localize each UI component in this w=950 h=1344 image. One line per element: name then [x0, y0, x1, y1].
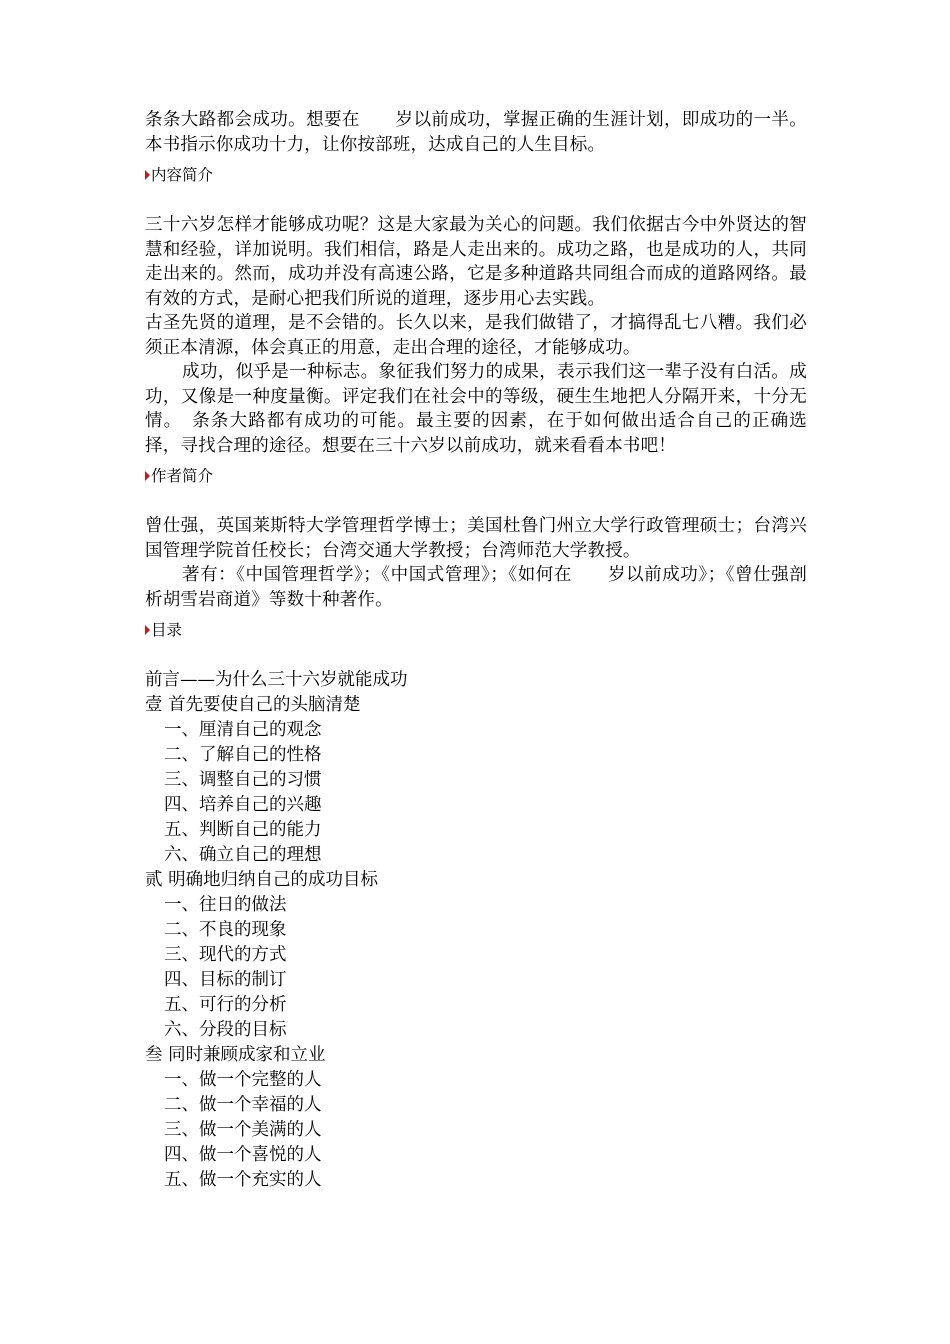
toc-item[interactable]: 二、做一个幸福的人	[164, 1095, 322, 1115]
section-heading-label: 内容简介	[151, 166, 214, 184]
toc-item[interactable]: 一、往日的做法	[164, 895, 287, 915]
section-heading-toc	[145, 620, 807, 640]
toc-item[interactable]: 五、判断自己的能力	[164, 820, 322, 840]
author-paragraph-1: 曾仕强，英国莱斯特大学管理哲学博士；美国杜鲁门州立大学行政管理硕士；台湾兴国管理学院首任校长；台湾交通大学教授；台湾师范大学教授。	[145, 516, 807, 561]
section-heading-author	[145, 466, 807, 486]
toc-item[interactable]: 二、不良的现象	[164, 920, 287, 940]
summary-paragraph-1: 三十六岁怎样才能够成功呢？这是大家最为关心的问题。我们依据古今中外贤达的智慧和经验，详加说明。我们相信，路是人走出来的。成功之路，也是成功的人，共同走出来的。然而，成功并没有高速公路，它是多种道路共同组合而成的道路网络。最有效的方式，是耐心把我们所说的道理，逐步用心去实践。	[145, 215, 807, 309]
toc-item[interactable]: 叁 同时兼顾成家和立业	[145, 1045, 326, 1065]
section-heading-label: 作者简介	[151, 467, 214, 485]
toc-item[interactable]: 一、厘清自己的观念	[164, 720, 322, 740]
toc-item[interactable]: 六、确立自己的理想	[164, 845, 322, 865]
intro-paragraph: 条条大路都会成功。想要在 岁以前成功，掌握正确的生涯计划，即成功的一半。本书指示你成功十力，让你按部班，达成自己的人生目标。	[145, 110, 807, 155]
toc-item[interactable]: 六、分段的目标	[164, 1020, 287, 1040]
triangle-marker-icon	[145, 625, 150, 635]
section-heading-summary	[145, 165, 807, 185]
toc-item[interactable]: 五、可行的分析	[164, 995, 287, 1015]
toc-item[interactable]: 前言——为什么三十六岁就能成功	[145, 670, 408, 690]
toc-item[interactable]: 四、做一个喜悦的人	[164, 1145, 322, 1165]
author-paragraph-2: 著有：《中国管理哲学》；《中国式管理》；《如何在 岁以前成功》；《曾仕强剖析胡雪岩商道》等数十种著作。	[145, 565, 807, 610]
toc-item[interactable]: 壹 首先要使自己的头脑清楚	[145, 695, 361, 715]
toc-item[interactable]: 四、培养自己的兴趣	[164, 795, 322, 815]
toc-item[interactable]: 二、了解自己的性格	[164, 745, 322, 765]
triangle-marker-icon	[145, 170, 150, 180]
summary-paragraph-3: 成功，似乎是一种标志。象征我们努力的成果，表示我们这一辈子没有白活。成功，又像是一种度量衡。评定我们在社会中的等级，硬生生地把人分隔开来，十分无情。 条条大路都有成功的可能。最主要的因素，在于如何做出适合自己的正确选择，寻找合理的途径。想要在三十六岁以前成功，就来看看本书吧！	[145, 362, 807, 456]
toc-item[interactable]: 三、调整自己的习惯	[164, 770, 322, 790]
triangle-marker-icon	[145, 471, 150, 481]
toc-item[interactable]: 三、现代的方式	[164, 945, 287, 965]
table-of-contents	[145, 668, 807, 1193]
section-heading-label: 目录	[151, 621, 183, 639]
toc-item[interactable]: 贰 明确地归纳自己的成功目标	[145, 870, 379, 890]
summary-paragraph-2: 古圣先贤的道理，是不会错的。长久以来，是我们做错了，才搞得乱七八糟。我们必须正本清源，体会真正的用意，走出合理的途径，才能够成功。	[145, 313, 807, 358]
toc-item[interactable]: 一、做一个完整的人	[164, 1070, 322, 1090]
document-page	[145, 108, 807, 1193]
toc-item[interactable]: 三、做一个美满的人	[164, 1120, 322, 1140]
toc-item[interactable]: 四、目标的制订	[164, 970, 287, 990]
toc-item[interactable]: 五、做一个充实的人	[164, 1170, 322, 1190]
